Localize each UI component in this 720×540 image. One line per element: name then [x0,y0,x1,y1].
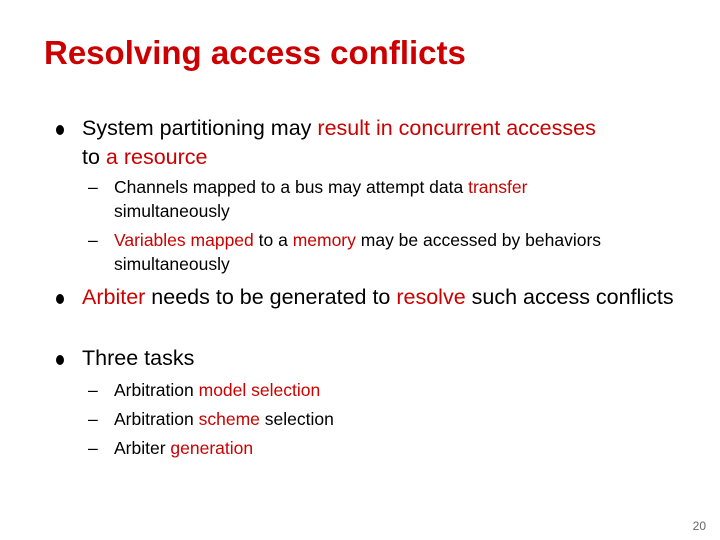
bullet-1-text: System partitioning may result in concurrent accesses to a resource [82,116,596,169]
sub-bullet-3-2: – Arbitration scheme selection [88,409,334,429]
dash-icon: – [88,409,98,429]
sub-bullet-1-1: – Channels mapped to a bus may attempt data transfer simultaneously [88,177,528,221]
bullet-dot-icon [56,294,64,304]
sub-bullet-1-2: – Variables mapped to a memory may be accessed by behaviors simultaneously [88,230,602,274]
sub-bullet-3-1: – Arbitration model selection [88,380,321,400]
bullet-3: Three tasks [82,344,682,373]
dash-icon: – [88,177,98,197]
page-number: 20 [692,519,706,533]
sub-bullet-3-3: – Arbiter generation [88,438,254,458]
dash-icon: – [88,230,98,250]
bullet-1 [82,114,682,172]
slide-title: Resolving access conflicts [44,34,466,71]
bullet-dot-icon [56,125,64,135]
bullet-dot-icon [56,355,64,365]
dash-icon: – [88,438,98,458]
dash-icon: – [88,380,98,400]
bullet-2: Arbiter needs to be generated to resolve such access conflicts [82,283,682,312]
